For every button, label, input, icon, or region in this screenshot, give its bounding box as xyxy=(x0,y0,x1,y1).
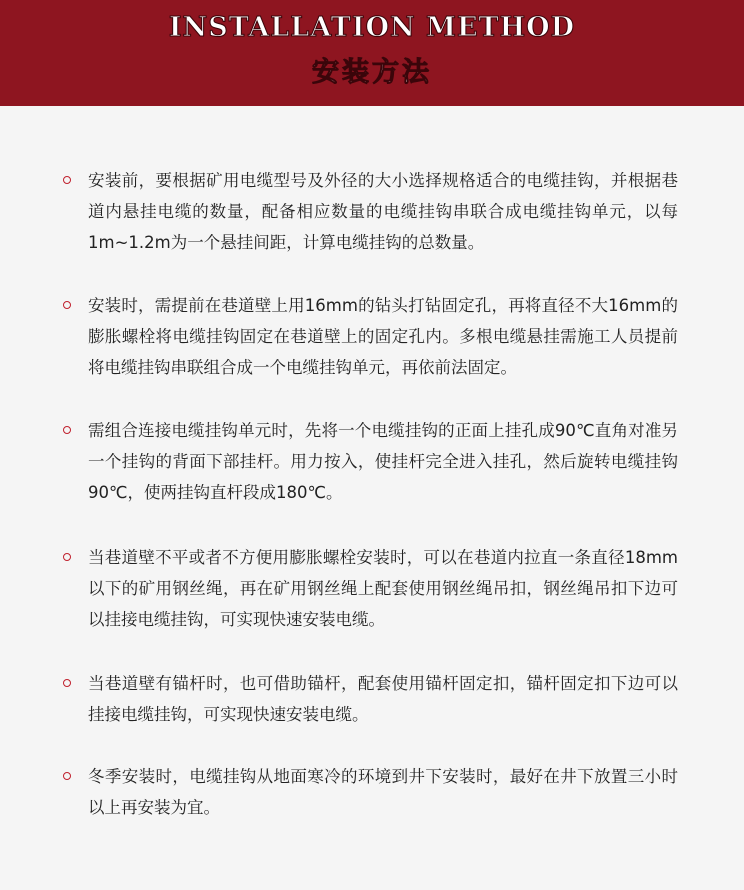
bullet-icon xyxy=(63,772,71,780)
list-item: 安装时，需提前在巷道壁上用16mm的钻头打钻固定孔，再将直径不大16mm的膨胀螺栓将电缆挂钩固定在巷道壁上的固定孔内。多根电缆悬挂需施工人员提前将电缆挂钩串联组合成一个电缆挂钩单元，再依前法固定。 xyxy=(88,296,678,377)
bullet-icon xyxy=(63,553,71,561)
list-item: 安装前，要根据矿用电缆型号及外径的大小选择规格适合的电缆挂钩，并根据巷道内悬挂电缆的数量，配备相应数量的电缆挂钩串联合成电缆挂钩单元，以每1m~1.2m为一个悬挂间距，计算电缆挂钩的总数量。 xyxy=(88,171,678,252)
bullet-icon xyxy=(63,426,71,434)
header-subtitle: 安装方法 xyxy=(312,57,432,88)
list-item: 当巷道壁不平或者不方便用膨胀螺栓安装时，可以在巷道内拉直一条直径18mm以下的矿用钢丝绳，再在矿用钢丝绳上配套使用钢丝绳吊扣，钢丝绳吊扣下边可以挂接电缆挂钩，可实现快速安装电缆。 xyxy=(88,548,678,629)
bullet-icon xyxy=(63,176,71,184)
list-item: 当巷道壁有锚杆时，也可借助锚杆，配套使用锚杆固定扣，锚杆固定扣下边可以挂接电缆挂钩，可实现快速安装电缆。 xyxy=(88,674,678,724)
header-title: INSTALLATION METHOD xyxy=(168,12,576,43)
list-item: 冬季安装时，电缆挂钩从地面寒冷的环境到井下安装时，最好在井下放置三小时以上再安装为宜。 xyxy=(88,767,678,817)
header-banner xyxy=(0,0,744,106)
instruction-list xyxy=(0,106,744,890)
bullet-icon xyxy=(63,301,71,309)
bullet-icon xyxy=(63,679,71,687)
list-item: 需组合连接电缆挂钩单元时，先将一个电缆挂钩的正面上挂孔成90℃直角对准另一个挂钩的背面下部挂杆。用力按入，使挂杆完全进入挂孔，然后旋转电缆挂钩90℃，使两挂钩直杆段成180℃。 xyxy=(88,421,678,502)
